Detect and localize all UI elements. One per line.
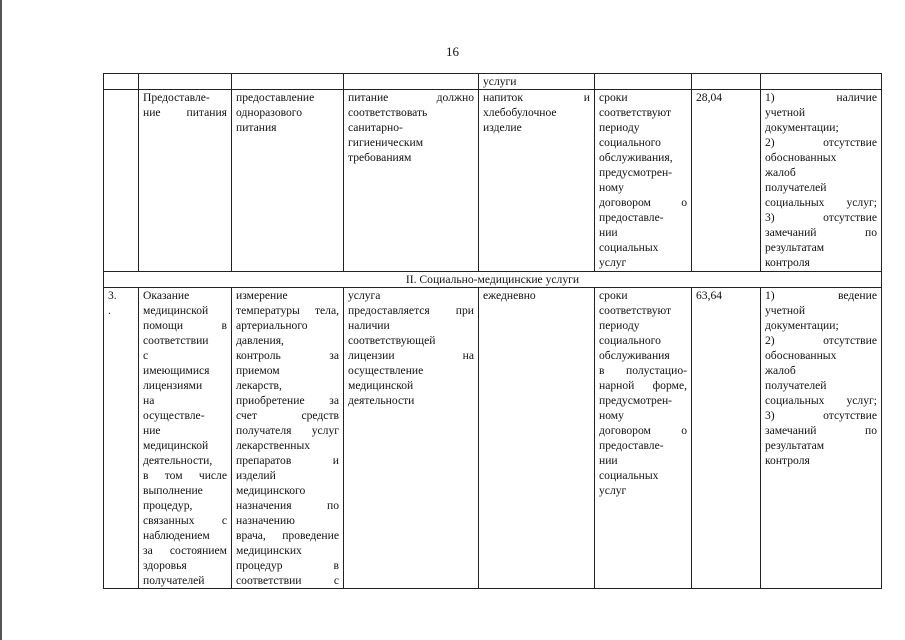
cell-text-line: температуры тела, [236, 304, 339, 317]
cell-text-line: в том числе [143, 469, 227, 482]
cell-text-line: питание должно [348, 91, 474, 104]
cell-number [104, 288, 139, 589]
cell-service-name [139, 288, 232, 589]
cell-text-line: документации; [765, 319, 839, 332]
cell-text-line: медицинского [236, 484, 306, 497]
cell-text-line: требованиям [348, 151, 412, 164]
cell-text-line: предоставле- [599, 439, 664, 452]
cell-text-line: жалоб [765, 364, 796, 377]
cell-text-line: назначения по [236, 499, 339, 512]
scan-edge [0, 0, 2, 640]
cell-text-line: Предоставле- [143, 91, 210, 104]
cell-text-line: контроля [765, 256, 810, 269]
cell-text-line: лицензии на [348, 349, 474, 362]
cell-text-line: имеющимися [143, 364, 210, 377]
cell-text-line: получателей [765, 181, 827, 194]
cell-text-line: одноразового [236, 106, 303, 119]
cell-text-line: замечаний по [765, 424, 877, 437]
table-row [104, 288, 882, 589]
cell-text-line: соответствуют [599, 106, 672, 119]
cell-text-line: хлебобулочное [483, 106, 557, 119]
cell-text-line: получателя услуг [236, 424, 339, 437]
cell-text-line: социальных [599, 241, 659, 254]
cell-text-line: деятельности [348, 394, 415, 407]
cell-text-line: контроля [765, 454, 810, 467]
cell-text-line: ние [143, 424, 161, 437]
cell-text-line: соответствуют [599, 304, 672, 317]
cell-empty [104, 74, 139, 90]
cell-text-line: предоставляется при [348, 304, 474, 317]
cell-text-line: услуг [599, 484, 627, 497]
cell-text-line: социальных [599, 469, 659, 482]
cell-norm [479, 90, 595, 272]
cell-text-line: в полустацио- [599, 364, 687, 377]
cell-text-line: договором о [599, 424, 687, 437]
cell-text-line: социальных услуг; [765, 394, 877, 407]
cell-text-line: социального [599, 136, 661, 149]
cell-text-line: приобретение за [236, 394, 339, 407]
table-row-continuation [104, 74, 882, 90]
page-number: 16 [446, 44, 459, 59]
cell-empty [761, 74, 882, 90]
cell-text-line: помощи в [143, 319, 227, 332]
cell-text-line: выполнение [143, 484, 203, 497]
cell-tariff: 63,64 [692, 288, 761, 589]
cell-terms [595, 288, 692, 589]
cell-text-line: договором о [599, 196, 687, 209]
cell-text-line: с [143, 349, 149, 362]
cell-conditions [344, 288, 479, 589]
cell-text-line: контроль за [236, 349, 339, 362]
cell-text-line: 3) отсутствие [765, 211, 877, 224]
cell-text-line: процедур в [236, 559, 339, 572]
cell-text-line: ному [599, 181, 624, 194]
cell-text-line: соответствии [143, 334, 209, 347]
cell-text-line: медицинской [143, 439, 209, 452]
cell-text-line: счет средств [236, 409, 339, 422]
cell-text-line: давления, [236, 334, 284, 347]
cell-text-line: 1) наличие [765, 91, 877, 104]
cell-text-line: предоставле- [599, 211, 664, 224]
cell-norm [479, 288, 595, 589]
cell-text-line: соответствующей [348, 334, 436, 347]
cell-text-line: учетной [765, 106, 806, 119]
cell-text-line: напиток и [483, 91, 590, 104]
cell-text-line: приемом [236, 364, 280, 377]
cell-quality [761, 90, 882, 272]
cell-text-line: связанных с [143, 514, 227, 527]
cell-quality [761, 288, 882, 589]
cell-text-line: за состоянием [143, 544, 227, 557]
cell-text-line: соответствии с [236, 574, 339, 587]
cell-text-line: сроки [599, 289, 628, 302]
cell-text-line: . [108, 304, 111, 317]
cell-text-line: услуг [599, 256, 627, 269]
cell-text-line: сроки [599, 91, 628, 104]
services-table [103, 73, 882, 589]
cell-text-line: получателей [765, 379, 827, 392]
cell-text-line: получателей [143, 574, 205, 587]
cell-text-line: врача, проведение [236, 529, 339, 542]
cell-text-line: деятельности, [143, 454, 213, 467]
cell-text-line: лекарственных [236, 439, 311, 452]
cell-text-line: предусмотрен- [599, 166, 673, 179]
cell-text-line: периоду [599, 319, 640, 332]
cell-text-line: лицензиями [143, 379, 203, 392]
cell-text-line: изделие [483, 121, 522, 134]
cell-text-line: Оказание [143, 289, 190, 302]
cell-text-line: санитарно- [348, 121, 403, 134]
cell-text-line: учетной [765, 304, 806, 317]
cell-text-line: медицинской [143, 304, 209, 317]
cell-text-line: медицинской [348, 379, 414, 392]
cell-text-line: лекарств, [236, 379, 282, 392]
cell-text-line: препаратов и [236, 454, 339, 467]
cell-text-line: здоровья [143, 559, 187, 572]
cell-text-line: предоставление [236, 91, 315, 104]
cell-text-line: нии [599, 226, 618, 239]
cell-tariff: 28,04 [692, 90, 761, 272]
cell-text-line: результатам [765, 241, 825, 254]
cell-text-line: соответствовать [348, 106, 428, 119]
cell-empty [692, 74, 761, 90]
cell-text-line: услуга [348, 289, 381, 302]
cell-service-description [232, 288, 344, 589]
cell-conditions [344, 90, 479, 272]
cell-text-line: нарной форме, [599, 379, 687, 392]
cell-text-line: осуществле- [143, 409, 205, 422]
cell-text-line: гигиеническим [348, 136, 424, 149]
cell-text-line: на [143, 394, 155, 407]
cell-empty [139, 74, 232, 90]
cell-norm: услуги [479, 74, 595, 90]
cell-text-line: обслуживания, [599, 151, 673, 164]
section-header-row [104, 272, 882, 288]
cell-text-line: социальных услуг; [765, 196, 877, 209]
cell-text-line: обслуживания [599, 349, 670, 362]
cell-service-name [139, 90, 232, 272]
cell-text-line: процедур, [143, 499, 193, 512]
cell-text-line: ному [599, 409, 624, 422]
cell-text-line: наличии [348, 319, 390, 332]
cell-text-line: 3) отсутствие [765, 409, 877, 422]
cell-text-line: обоснованных [765, 151, 837, 164]
cell-text-line: документации; [765, 121, 839, 134]
table-row [104, 90, 882, 272]
section-header: II. Социально-медицинские услуги [104, 272, 882, 288]
cell-text-line: замечаний по [765, 226, 877, 239]
cell-text-line: 2) отсутствие [765, 136, 877, 149]
cell-text-line: 2) отсутствие [765, 334, 877, 347]
cell-terms [595, 90, 692, 272]
cell-text-line: ежедневно [483, 289, 536, 302]
cell-text-line: ние питания [143, 106, 227, 119]
cell-text-line: обоснованных [765, 349, 837, 362]
cell-text-line: наблюдением [143, 529, 210, 542]
cell-text-line: 1) ведение [765, 289, 877, 302]
cell-text-line: назначению [236, 514, 295, 527]
cell-empty [344, 74, 479, 90]
cell-text-line: предусмотрен- [599, 394, 673, 407]
cell-text-line: питания [236, 121, 277, 134]
cell-text-line: артериального [236, 319, 308, 332]
cell-text-line: 3. [108, 289, 117, 302]
cell-text-line: периоду [599, 121, 640, 134]
cell-text-line: жалоб [765, 166, 796, 179]
cell-text-line: медицинских [236, 544, 302, 557]
cell-empty [595, 74, 692, 90]
cell-service-description [232, 90, 344, 272]
cell-text-line: осуществление [348, 364, 424, 377]
cell-number [104, 90, 139, 272]
cell-text-line: измерение [236, 289, 288, 302]
cell-text-line: социального [599, 334, 661, 347]
cell-text-line: нии [599, 454, 618, 467]
cell-text-line: результатам [765, 439, 825, 452]
cell-empty [232, 74, 344, 90]
cell-text-line: изделий [236, 469, 276, 482]
